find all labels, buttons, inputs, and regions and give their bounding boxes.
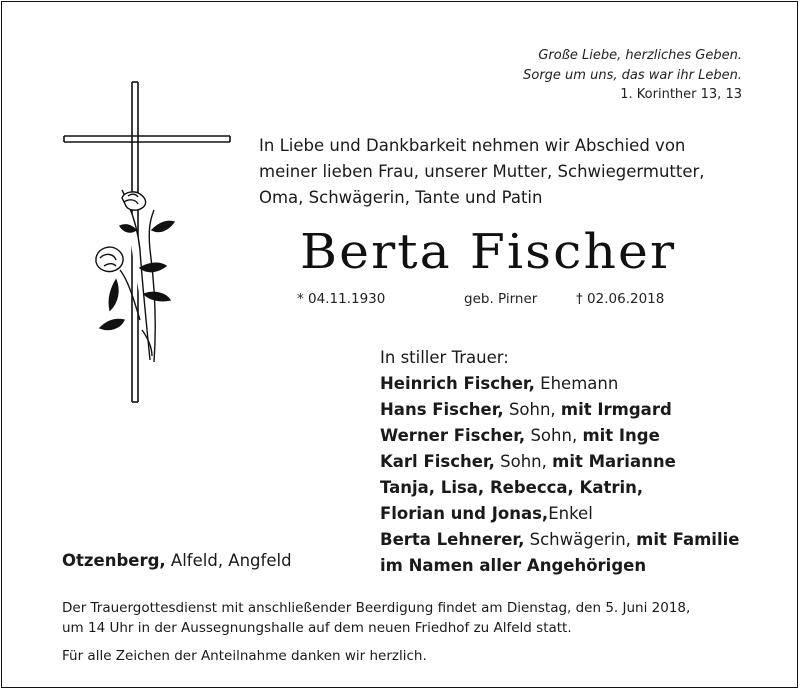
mourner-relation: Sohn,: [503, 400, 561, 419]
bible-quote: [523, 46, 742, 105]
mourner-relation: Schwägerin,: [524, 530, 637, 549]
place-main: Otzenberg,: [62, 551, 166, 570]
mourners-heading: In stiller Trauer:: [380, 348, 509, 367]
mourner-name: Karl Fischer,: [380, 452, 495, 471]
birth-date: * 04.11.1930: [297, 291, 386, 307]
intro-line-3: Oma, Schwägerin, Tante und Patin: [259, 188, 543, 207]
intro-text: [259, 133, 769, 211]
quote-line-1: Große Liebe, herzliches Geben.: [538, 48, 742, 63]
mourner-relation: Sohn,: [525, 426, 583, 445]
mourner-name: Werner Fischer,: [380, 426, 526, 445]
mourners-list: [380, 345, 739, 579]
place-names: [62, 548, 292, 574]
deceased-name: Berta Fischer: [300, 224, 677, 280]
mourner-partner: mit Marianne: [552, 452, 676, 471]
mourner-row: [380, 553, 739, 579]
mourner-partner: mit Inge: [582, 426, 660, 445]
obituary-frame: [1, 1, 798, 688]
maiden-name: geb. Pirner: [464, 291, 538, 307]
mourner-row: [380, 397, 739, 423]
mourner-partner: mit Familie: [636, 530, 740, 549]
mourner-name: Hans Fischer,: [380, 400, 504, 419]
footer-notice: [62, 598, 757, 666]
quote-line-2: Sorge um uns, das war ihr Leben.: [523, 67, 742, 83]
cross-with-rose-icon: [62, 80, 232, 410]
mourner-row: [380, 423, 739, 449]
mourner-relation: Enkel: [548, 504, 593, 523]
mourner-relation: Ehemann: [534, 374, 619, 393]
death-date: † 02.06.2018: [576, 291, 665, 307]
quote-reference: 1. Korinther 13, 13: [620, 87, 742, 102]
service-line-2: um 14 Uhr in der Aussegnungshalle auf dem neuen Friedhof zu Alfeld statt.: [62, 620, 572, 636]
place-others: Alfeld, Angfeld: [165, 551, 292, 570]
mourner-name: im Namen aller Angehörigen: [380, 556, 647, 575]
mourner-relation: Sohn,: [494, 452, 553, 471]
mourner-row: [380, 449, 739, 475]
mourner-row: [380, 371, 739, 397]
mourner-name: Tanja, Lisa, Rebecca, Katrin,: [380, 478, 644, 497]
mourner-name: Heinrich Fischer,: [380, 374, 535, 393]
mourner-row: [380, 501, 739, 527]
intro-line-2: meiner lieben Frau, unserer Mutter, Schwiegermutter,: [259, 162, 705, 181]
mourner-row: [380, 475, 739, 501]
mourner-partner: mit Irmgard: [560, 400, 672, 419]
mourner-name: Florian und Jonas,: [380, 504, 549, 523]
thanks-line: Für alle Zeichen der Anteilnahme danken wir herzlich.: [62, 648, 427, 664]
mourner-row: [380, 527, 739, 553]
intro-line-1: In Liebe und Dankbarkeit nehmen wir Abschied von: [259, 136, 686, 155]
mourner-name: Berta Lehnerer,: [380, 530, 525, 549]
service-line-1: Der Trauergottesdienst mit anschließender Beerdigung findet am Dienstag, den 5. Juni 2018,: [62, 600, 691, 616]
